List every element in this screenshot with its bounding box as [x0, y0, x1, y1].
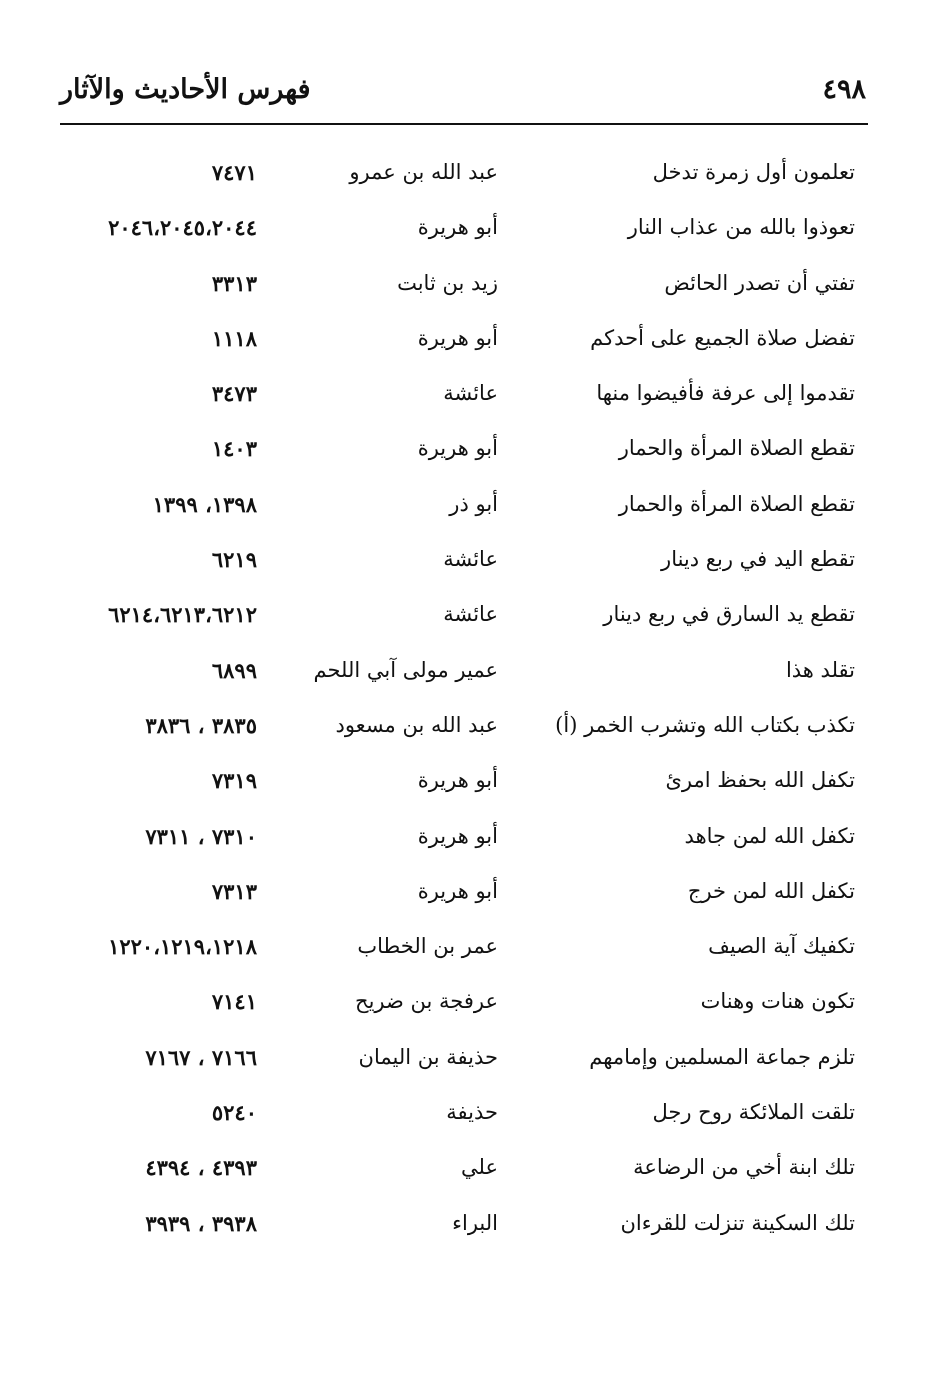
reference-numbers: ٦٢١٩: [211, 547, 257, 573]
index-row: [60, 261, 855, 316]
index-row: [60, 205, 855, 260]
hadith-text: تكون هنات وهنات: [700, 989, 855, 1014]
narrator: عبد الله بن مسعود: [335, 712, 498, 737]
index-row: [60, 703, 855, 758]
index-row: [60, 648, 855, 703]
index-row: [60, 592, 855, 647]
narrator: عرفجة بن ضريح: [355, 989, 498, 1014]
page-title: فهرس الأحاديث والآثار: [60, 74, 311, 105]
narrator: عائشة: [443, 602, 498, 627]
narrator: أبو هريرة: [417, 436, 498, 461]
index-row: [60, 814, 855, 869]
hadith-text: تفضل صلاة الجميع على أحدكم: [590, 325, 855, 350]
reference-numbers: ٧١٤١: [211, 989, 257, 1015]
hadith-text: تقطع اليد في ربع دينار: [661, 547, 855, 572]
hadith-text: تعوذوا بالله من عذاب النار: [627, 215, 855, 240]
reference-numbers: ١٢٢٠،١٢١٩،١٢١٨: [108, 934, 257, 960]
reference-numbers: ٦٨٩٩: [211, 657, 257, 683]
narrator: حذيفة بن اليمان: [358, 1044, 498, 1069]
reference-numbers: ٧٣١٩: [211, 768, 257, 794]
index-row: [60, 150, 855, 205]
narrator: حذيفة: [446, 1100, 498, 1125]
index-row: [60, 537, 855, 592]
reference-numbers: ١٣٩٨، ١٣٩٩: [152, 491, 257, 517]
narrator: عمير مولى آبي اللحم: [313, 657, 498, 682]
index-row: [60, 1090, 855, 1145]
index-row: [60, 924, 855, 979]
reference-numbers: ٣٤٧٣: [211, 381, 257, 407]
hadith-text: تقطع الصلاة المرأة والحمار: [618, 436, 855, 461]
hadith-index-list: [60, 150, 855, 1270]
reference-numbers: ٥٢٤٠: [211, 1100, 257, 1126]
reference-numbers: ٢٠٤٦،٢٠٤٥،٢٠٤٤: [108, 215, 257, 241]
header-rule: [60, 123, 868, 125]
reference-numbers: ١٤٠٣: [211, 436, 257, 462]
reference-numbers: ٧٣١٠ ، ٧٣١١: [145, 823, 257, 849]
hadith-text: تقطع الصلاة المرأة والحمار: [618, 491, 855, 516]
narrator: عائشة: [443, 381, 498, 406]
reference-numbers: ٣٣١٣: [211, 270, 257, 296]
index-row: [60, 316, 855, 371]
narrator: أبو هريرة: [417, 878, 498, 903]
hadith-text: تلك ابنة أخي من الرضاعة: [633, 1155, 855, 1180]
hadith-text: تكفل الله لمن جاهد: [684, 823, 855, 848]
hadith-text: تقطع يد السارق في ربع دينار: [603, 602, 855, 627]
hadith-text: تلقت الملائكة روح رجل: [652, 1100, 855, 1125]
hadith-text: تكفل الله لمن خرج: [687, 878, 855, 903]
index-row: [60, 426, 855, 481]
hadith-text: تفتي أن تصدر الحائض: [664, 270, 855, 295]
hadith-text: تكفل الله بحفظ امرئ: [665, 768, 855, 793]
reference-numbers: ٧١٦٦ ، ٧١٦٧: [145, 1044, 257, 1070]
narrator: علي: [461, 1155, 498, 1180]
narrator: عبد الله بن عمرو: [349, 160, 498, 184]
hadith-text: تعلمون أول زمرة تدخل: [652, 160, 855, 184]
hadith-text: تلك السكينة تنزلت للقرءان: [620, 1210, 855, 1235]
narrator: عائشة: [443, 547, 498, 572]
page-header: [60, 70, 868, 120]
narrator: أبو هريرة: [417, 215, 498, 240]
reference-numbers: ٦٢١٤،٦٢١٣،٦٢١٢: [108, 602, 257, 628]
index-row: [60, 1145, 855, 1200]
reference-numbers: ٧٣١٣: [211, 878, 257, 904]
index-row: [60, 1035, 855, 1090]
narrator: البراء: [452, 1210, 498, 1235]
index-row: [60, 1201, 855, 1256]
narrator: زيد بن ثابت: [397, 270, 498, 295]
reference-numbers: ٣٨٣٥ ، ٣٨٣٦: [145, 712, 257, 738]
index-row: [60, 979, 855, 1034]
narrator: أبو هريرة: [417, 823, 498, 848]
narrator: أبو ذر: [449, 491, 498, 516]
reference-numbers: ١١١٨: [211, 325, 257, 351]
hadith-text: تكذب بكتاب الله وتشرب الخمر (أ): [555, 712, 855, 737]
reference-numbers: ٣٩٣٨ ، ٣٩٣٩: [145, 1210, 257, 1236]
index-row: [60, 869, 855, 924]
narrator: أبو هريرة: [417, 325, 498, 350]
hadith-text: تقدموا إلى عرفة فأفيضوا منها: [596, 381, 855, 406]
page-number: ٤٩٨: [822, 74, 866, 105]
reference-numbers: ٧٤٧١: [211, 160, 257, 185]
index-row: [60, 758, 855, 813]
narrator: عمر بن الخطاب: [357, 934, 498, 959]
reference-numbers: ٤٣٩٣ ، ٤٣٩٤: [145, 1155, 257, 1181]
index-row: [60, 482, 855, 537]
index-row: [60, 371, 855, 426]
hadith-text: تقلد هذا: [785, 657, 855, 682]
hadith-text: تكفيك آية الصيف: [708, 934, 855, 959]
hadith-text: تلزم جماعة المسلمين وإمامهم: [589, 1044, 855, 1069]
narrator: أبو هريرة: [417, 768, 498, 793]
